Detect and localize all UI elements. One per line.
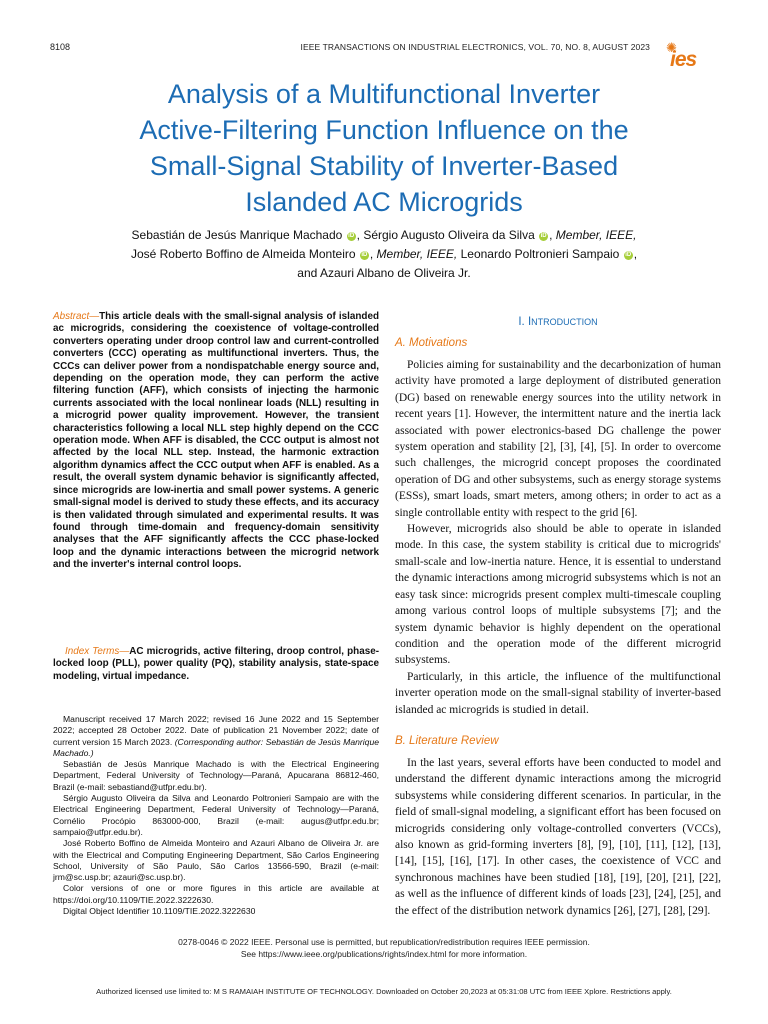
logo-text: ies <box>670 48 697 71</box>
orcid-icon[interactable]: iD <box>348 233 355 239</box>
footnote-corresponding: (Corresponding author: Sebastián de Jesús Manrique Machado.) <box>53 736 380 758</box>
section-title-rest: NTRODUCTION <box>531 317 598 327</box>
index-terms <box>53 646 379 683</box>
ies-logo <box>664 40 724 74</box>
author-list: Sebastián de Jesús Manrique Machado iD , Sérgio Augusto Oliveira da Silva iD , Member, IEEE, José Roberto Boffino de Almeida Monteiro iD , Member, IEEE, Leonardo Poltronieri Sampaio iD , and Azauri Albano de Oliveira Jr. <box>130 228 638 280</box>
section-body <box>395 357 721 718</box>
footnotes <box>53 714 379 917</box>
footnote-affiliation: José Roberto Boffino de Almeida Monteiro and Azauri Albano de Oliveira Jr. are with the Electrical and Computing Engineering Department, São Carlos Engineering School, University of São Paulo, São Carlos 13566-590, Brazil (e-mail: jrm@sc.usp.br; azauri@sc.usp.br). <box>53 838 379 883</box>
index-terms-label: Index Terms— <box>65 646 130 657</box>
footnote-affiliation: Sérgio Augusto Oliveira da Silva and Leonardo Poltronieri Sampaio are with the Electrical Engineering Department, Federal University of Technology—Paraná, Cornélio Procópio 863000-000, Brazil (e-mail: augus@utfpr.edu.br; sampaio@utfpr.edu.br). <box>53 793 379 837</box>
title-line: Analysis of a Multifunctional Inverter <box>167 79 601 109</box>
copyright-notice <box>60 937 708 960</box>
author-name: Azauri Albano de Oliveira Jr. <box>319 266 471 280</box>
footnote-affiliation: Sebastián de Jesús Manrique Machado is with the Electrical Engineering Department, Federal University of Technology—Paraná, Apucarana 86812-460, Brazil (e-mail: sebastiand@utfpr.edu.br). <box>53 759 379 792</box>
paragraph: In the last years, several efforts have been conducted to model and understand the different dynamic interactions among the microgrid subsystems while considering different scenarios. In particular, in the field of small-signal modeling, a significant effort has been focused on microgrids considering only voltage-controlled converters (VCCs), also known as grid-forming inverters [8], [9], [10], [11], [12], [13], [14], [15], [16], [17]. In other cases, the coexistence of VCC and synchronous machines have been studied [18], [19], [20], [21], [22], as well as the influence of different kinds of loads [23], [24], [25], and the effect of the distribution network dynamics [26], [27], [28], [29]. <box>395 757 721 917</box>
paragraph: Policies aiming for sustainability and the decarbonization of human activity have promoted a large deployment of distributed generation (DG) based on renewable energy sources into the utility network in recent years [1]. However, the intermittent nature and the inertia lack associated with power electronics-based DG challenge the power system operation and stability [2], [3], [4], [5]. In order to overcome such challenges, the microgrid concept proposes the coordinated operation of DG and other subsystems, such as energy storage systems (ESSs), smart loads, smart meters, among others; in order to act as a single controllable entity with respect to the grid [6]. <box>395 359 721 519</box>
title-line: Small-Signal Stability of Inverter-Based <box>149 151 619 181</box>
author-name: José Roberto Boffino de Almeida Monteiro <box>130 247 356 261</box>
abstract-label: Abstract— <box>53 311 100 322</box>
section-number: I. <box>518 316 525 328</box>
subsection-heading: A. Motivations <box>395 337 468 349</box>
abstract <box>53 311 379 572</box>
copyright-line: 0278-0046 © 2022 IEEE. Personal use is permitted, but republication/redistribution requires IEEE permission. <box>178 937 590 947</box>
title-line: Active-Filtering Function Influence on the <box>139 115 629 145</box>
copyright-line: See https://www.ieee.org/publications/rights/index.html for more information. <box>240 948 528 959</box>
author-name: Leonardo Poltronieri Sampaio <box>460 247 620 261</box>
author-conjunction: and <box>297 266 318 280</box>
section-title-cap: I <box>527 316 532 328</box>
orcid-icon[interactable]: iD <box>361 252 368 258</box>
author-membership: Member, IEEE, <box>376 247 458 261</box>
index-terms-text: AC microgrids, active filtering, droop control, phase-locked loop (PLL), power quality (PQ), stability analysis, state-space modeling, virtual impedance. <box>53 646 379 682</box>
abstract-text: This article deals with the small-signal analysis of islanded ac microgrids, considering the coexistence of voltage-controlled converters operating under droop control law and current-controlled converters (CCC) operating as multifunctional inverters. Thus, the CCCs can deliver power from a nondispatchable energy source and, depending on the operation mode, they can perform the active filtering function (AFF), which consists of injecting the harmonic currents associated with the local nonlinear loads (NLL) resulting in a microgrid power quality improvement. However, the transient characteristics following a local NLL step highly depend on the CCC operation mode. When AFF is disabled, the CCC output is almost not affected by the local NLL step. Instead, the harmonic extraction algorithm dynamics affect the CCC output when AFF is enabled. As a result, the overall system dynamic behavior is significantly affected, since microgrids are low-inertia and small power systems. A generic small-signal model is derived to study these effects, and its accuracy is then validated through simulated and experimental results. It was found through time-domain and frequency-domain sensitivity analyses that the AFF significantly affects the CCC phase-locked loop and the dynamic interactions between the microgrid network and the inverter's internal control loops. <box>53 311 379 571</box>
section-body <box>395 755 721 919</box>
journal-header: IEEE TRANSACTIONS ON INDUSTRIAL ELECTRONICS, VOL. 70, NO. 8, AUGUST 2023 <box>300 42 650 52</box>
paragraph: Particularly, in this article, the influence of the multifunctional inverter operation mode on the small-signal stability of inverter-based islanded ac microgrids is studied in detail. <box>395 670 721 716</box>
title-line: Islanded AC Microgrids <box>245 187 523 217</box>
footnote-color: Color versions of one or more figures in this article are available at https://doi.org/10.1109/TIE.2022.3222630. <box>53 883 379 905</box>
page-number: 8108 <box>50 42 71 52</box>
paragraph: However, microgrids also should be able to operate in islanded mode. In this case, the system stability is critical due to microgrids' small-scale and low-inertia nature. Hence, it is essential to understand the dynamic interactions among microgrid subsystems which is not an easy task since: microgrids present complex multi-timescale coupling among various control loops of multiple subsystems [7]; and the system dynamic behavior is highly dependent on the operational condition and the operation mode of the different microgrid subsystems. <box>395 523 721 667</box>
footnote-manuscript <box>53 714 379 759</box>
author-name: Sebastián de Jesús Manrique Machado <box>131 228 343 242</box>
subsection-heading: B. Literature Review <box>395 735 499 747</box>
section-heading <box>395 316 721 328</box>
author-name: Sérgio Augusto Oliveira da Silva <box>363 228 535 242</box>
sun-icon: ✺ <box>666 40 677 55</box>
orcid-icon[interactable]: iD <box>540 233 547 239</box>
paper-title <box>60 76 708 220</box>
footnote-doi: Digital Object Identifier 10.1109/TIE.2022.3222630 <box>63 906 256 917</box>
license-notice: Authorized licensed use limited to: M S RAMAIAH INSTITUTE OF TECHNOLOGY. Downloaded on October 20,2023 at 05:31:08 UTC from IEEE Xplore. Restrictions apply. <box>96 987 672 996</box>
orcid-icon[interactable]: iD <box>625 252 632 258</box>
footnote-text: Manuscript received 17 March 2022; revised 16 June 2022 and 15 September 2022; accepted 28 October 2022. Date of publication 21 November 2022; date of current version 15 March 2023. <box>53 714 379 747</box>
author-membership: Member, IEEE, <box>555 228 637 242</box>
